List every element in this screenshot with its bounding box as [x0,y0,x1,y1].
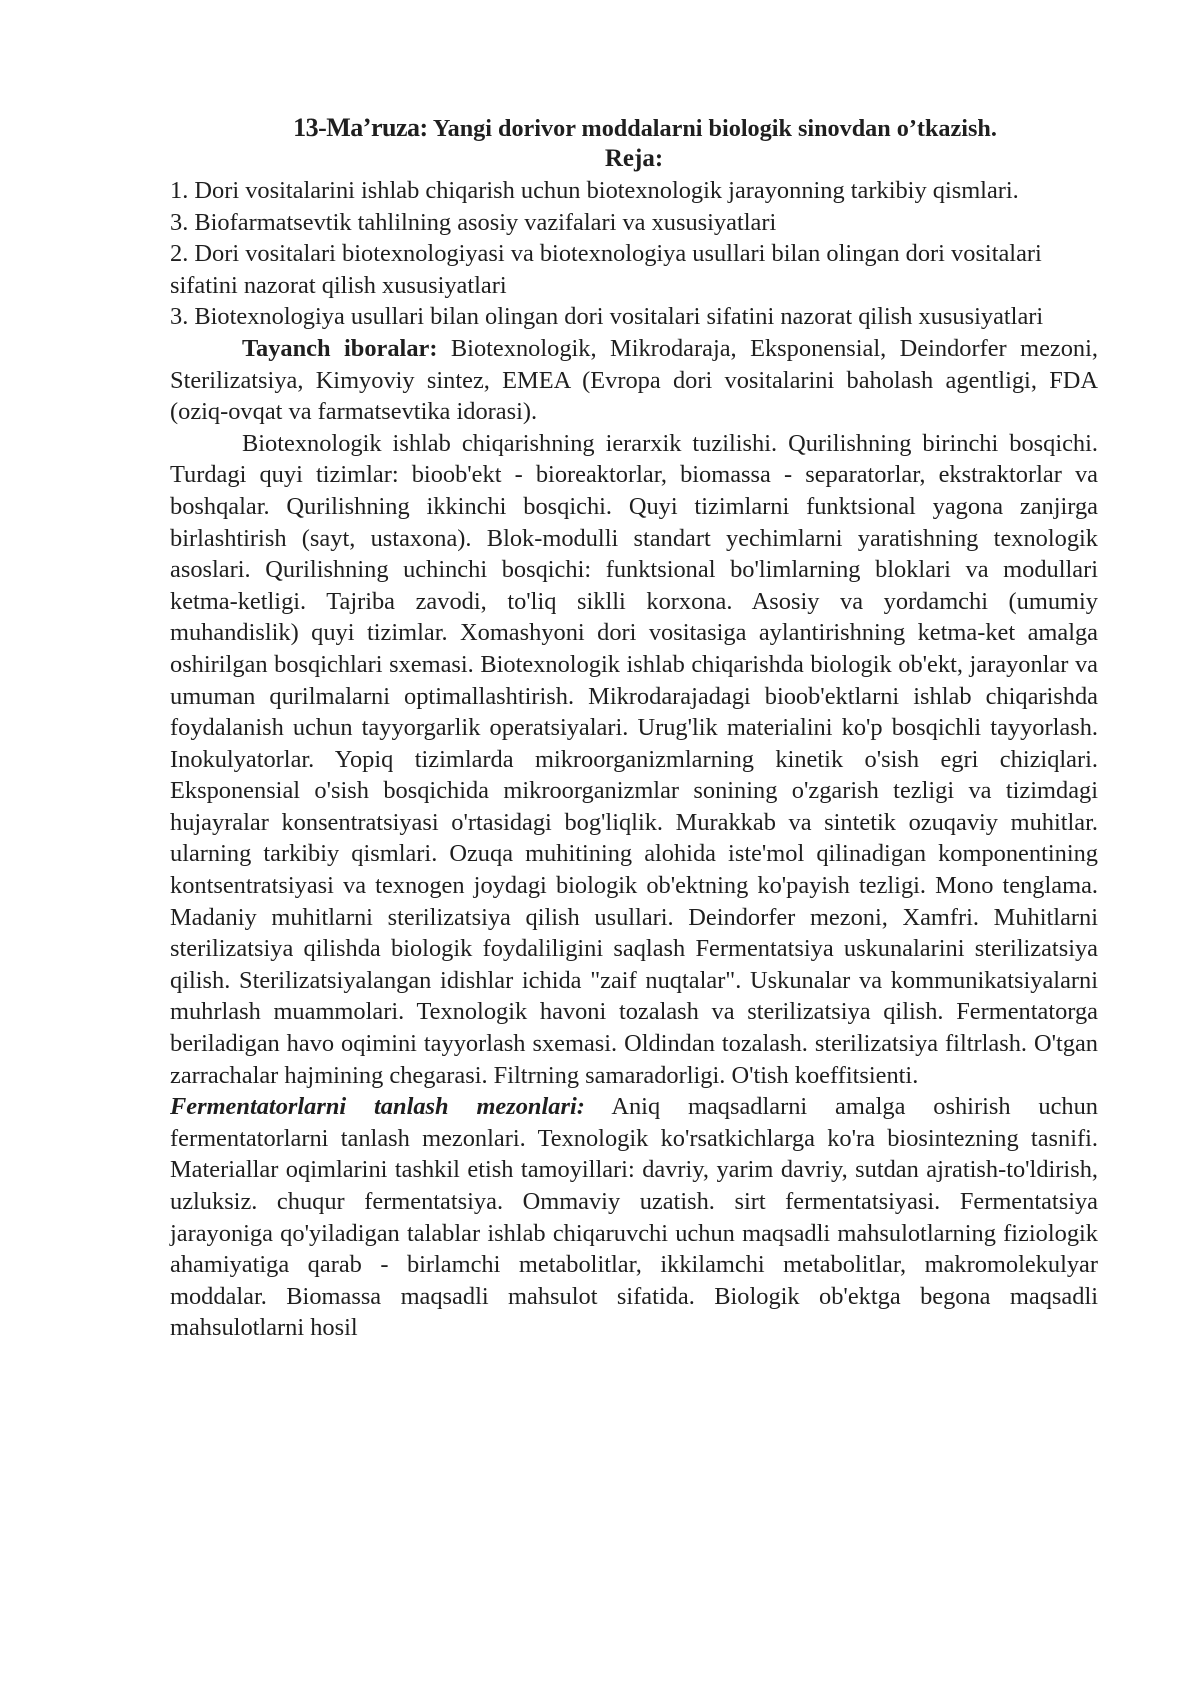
lecture-title [170,112,1098,145]
criteria-paragraph [170,1091,1098,1344]
plan-item: 2. Dori vositalari biotexnologiyasi va biotexnologiya usullari bilan olingan dori vositalari sifatini nazorat qilish xususiyatlari [170,240,1042,299]
body-paragraph: Biotexnologik ishlab chiqarishning ierarxik tuzilishi. Qurilishning birinchi bosqichi. Turdagi quyi tizimlar: bioob'ekt - bioreaktorlar, biomassa - separatorlar, ekstraktorlar va boshqalar. Qurilishning ikkinchi bosqichi. Quyi tizimlarni funktsional yagona zanjirga birlashtirish (sayt, ustaxona). Blok-modulli standart yechimlarni yaratishning texnologik asoslari. Qurilishning uchinchi bosqichi: funktsional bo'limlarning bloklari va modullari ketma-ketligi. Tajriba zavodi, to'liq siklli korxona. Asosiy va yordamchi (umumiy muhandislik) quyi tizimlar. Xomashyoni dori vositasiga aylantirishning ketma-ket amalga oshirilgan bosqichlari sxemasi. Biotexnologik ishlab chiqarishda biologik ob'ekt, jarayonlar va umuman qurilmalarni optimallashtirish. Mikrodarajadagi bioob'ektlarni ishlab chiqarishda foydalanish uchun tayyorgarlik operatsiyalari. Urug'lik materialini ko'p bosqichli tayyorlash. Inokulyatorlar. Yopiq tizimlarda mikroorganizmlarning kinetik o'sish egri chiziqlari. Eksponensial o'sish bosqichida mikroorganizmlar sonining o'zgarish tezligi va tizimdagi hujayralar konsentratsiyasi o'rtasidagi bog'liqlik. Murakkab va sintetik ozuqaviy muhitlar. ularning tarkibiy qismlari. Ozuqa muhitining alohida iste'mol qilinadigan komponentining kontsentratsiyasi va texnogen joydagi biologik ob'ektning ko'payish tezligi. Mono tenglama. Madaniy muhitlarni sterilizatsiya qilish usullari. Deindorfer mezoni, Xamfri. Muhitlarni sterilizatsiya qilishda biologik foydaliligini saqlash Fermentatsiya uskunalarini sterilizatsiya qilish. Sterilizatsiyalangan idishlar ichida "zaif nuqtalar". Uskunalar va kommunikatsiyalarni muhrlash muammolari. Texnologik havoni tozalash va sterilizatsiya qilish. Fermentatorga beriladigan havo oqimini tayyorlash sxemasi. Oldindan tozalash. sterilizatsiya filtrlash. O'tgan zarrachalar hajmining chegarasi. Filtrning samaradorligi. O'tish koeffitsienti. [170,429,1098,1089]
plan-heading: Reja: [604,145,664,172]
lecture-number: 13-Ma’ruza: [293,113,428,142]
document-body [170,333,1098,1344]
plan-item: 1. Dori vositalarini ishlab chiqarish uchun biotexnologik jarayonning tarkibiy qismlari. [170,177,1019,204]
keywords-paragraph [170,333,1098,428]
plan-list [170,175,1098,333]
keywords-label: Tayanch iboralar: [242,334,438,362]
document-page [170,112,1098,1344]
lecture-title-text: Yangi dorivor moddalarni biologik sinovdan o’tkazish. [427,115,997,142]
plan-item: 3. Biofarmatsevtik tahlilning asosiy vazifalari va xususiyatlari [170,208,777,236]
criteria-label: Fermentatorlarni tanlash mezonlari: [170,1093,585,1121]
criteria-text: Aniq maqsadlarni amalga oshirish uchun fermentatorlarni tanlash mezonlari. Texnologik ko'rsatkichlarga ko'ra biosintezning tasnifi. Materiallar oqimlarini tashkil etish tamoyillari: davriy, yarim davriy, sutdan ajratish-to'ldirish, uzluksiz. chuqur fermentatsiya. Ommaviy uzatish. sirt fermentatsiyasi. Fermentatsiya jarayoniga qo'yiladigan talablar ishlab chiqaruvchi uchun maqsadli mahsulotlarning fiziologik ahamiyatiga qarab - birlamchi metabolitlar, ikkilamchi metabolitlar, makromolekulyar moddalar. Biomassa maqsadli mahsulot sifatida. Biologik ob'ektga begona maqsadli mahsulotlarni hosil [170,1093,1098,1342]
keywords-text: Biotexnologik, Mikrodaraja, Eksponensial, Deindorfer mezoni, Sterilizatsiya, Kimyoviy sintez, EMEA (Evropa dori vositalarini baholash agentligi, FDA (oziq-ovqat va farmatsevtika idorasi). [170,334,1098,426]
plan-item: 3. Biotexnologiya usullari bilan olingan dori vositalari sifatini nazorat qilish xususiyatlari [170,303,1044,331]
